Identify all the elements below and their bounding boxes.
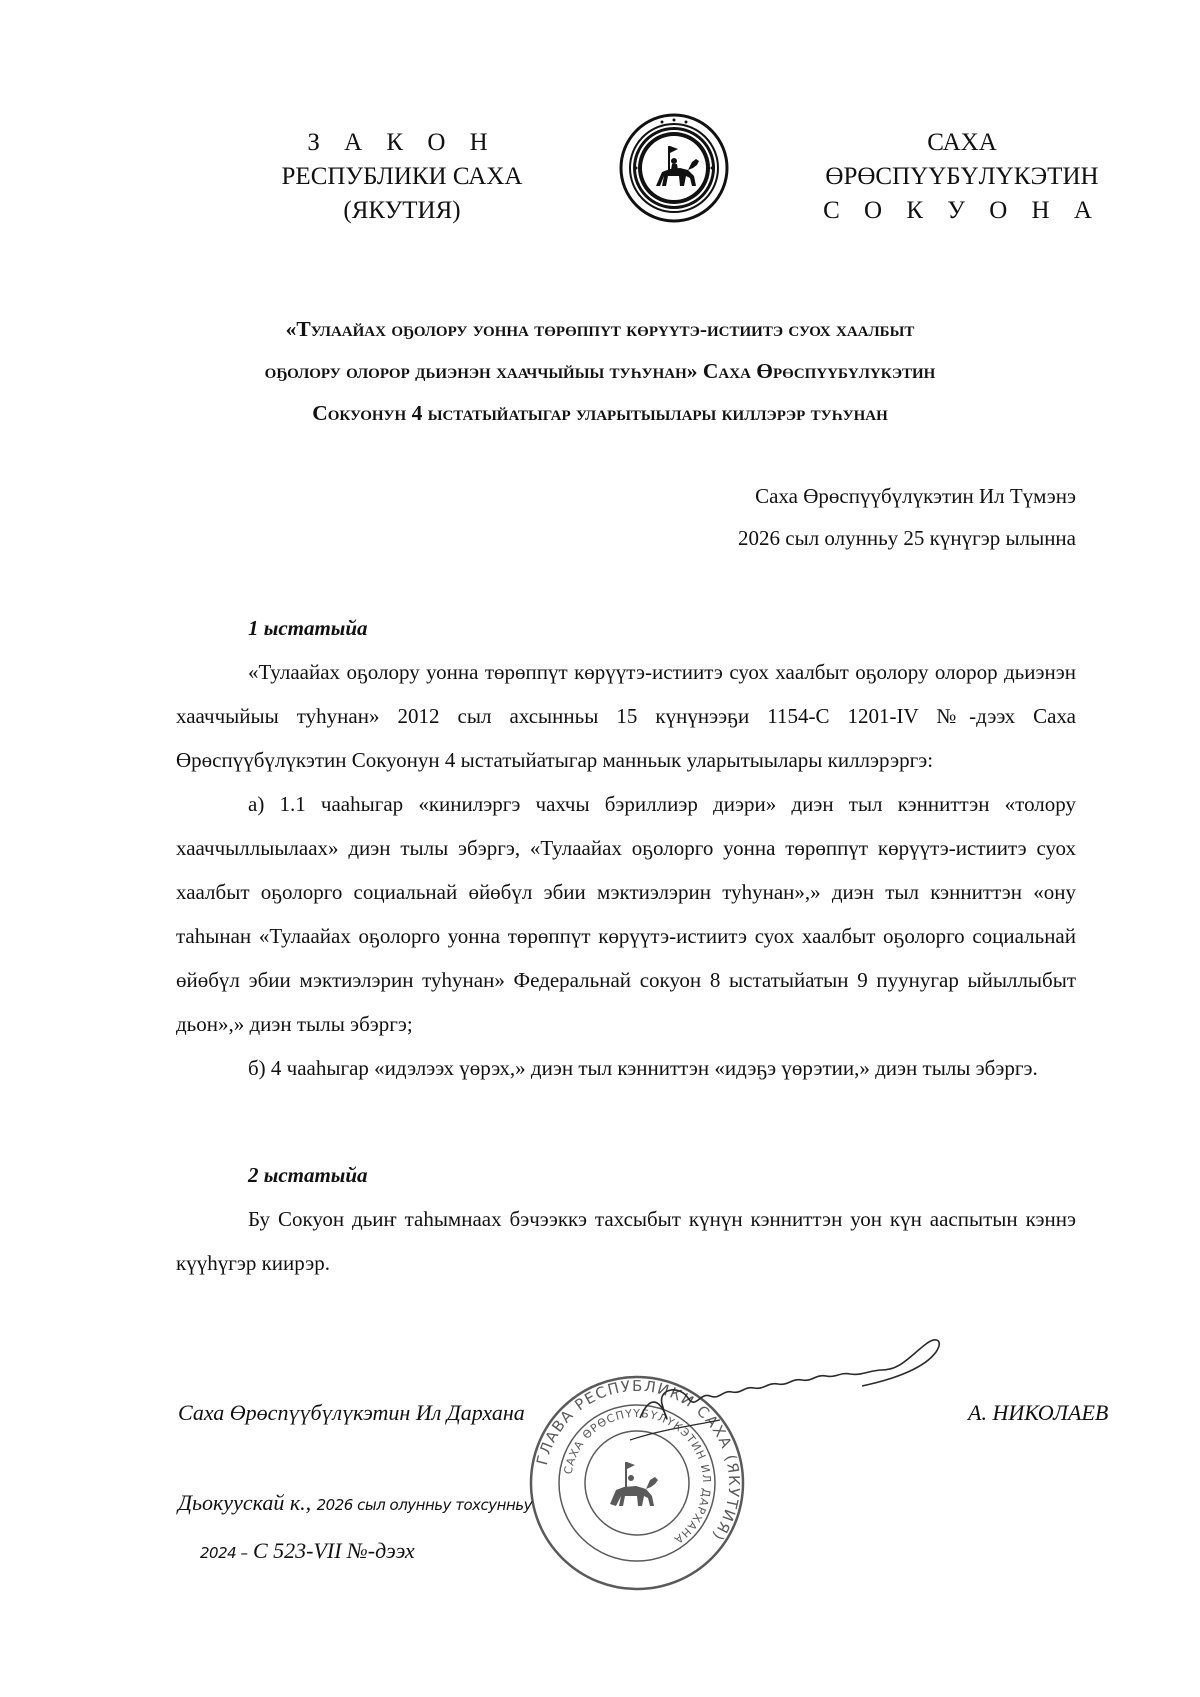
article-1	[176, 606, 1076, 1090]
handwritten-signature	[600, 1330, 960, 1470]
header-left	[222, 126, 582, 228]
coat-of-arms-emblem	[618, 112, 730, 224]
article-1-item-a: а) 1.1 чааһыгар «кинилэргэ чахчы бэриллиэр диэри» диэн тыл кэнниттэн «толору хааччыллыылаах» диэн тылы эбэргэ, «Тулаайах оҕолорго уонна төрөппүт көрүүтэ-истиитэ суох хаалбыт оҕолорго социальнай өйөбүл эбии мэктиэлэрин туһунан»,» диэн тыл кэнниттэн «ону таһынан «Тулаайах оҕолорго уонна төрөппүт көрүүтэ-истиитэ суох хаалбыт оҕолорго социальнай өйөбүл эбии мэктиэлэрин туһунан» Федеральнай сокуон 8 ыстатыйатын 9 пуунугар ыйыллыбыт дьон»,» диэн тылы эбэргэ;	[176, 792, 1076, 1036]
law-title-line: «Тулаайах оҕолору уонна төрөппүт көрүүтэ-истиитэ суох хаалбыт	[285, 317, 915, 341]
article-1-item-b: б) 4 чааһыгар «идэлээх үөрэх,» диэн тыл кэнниттэн «идэҕэ үөрэтии,» диэн тылы эбэргэ.	[248, 1056, 1038, 1080]
adoption-date: 2026 сыл олунньу 25 күнүгэр ылынна	[738, 526, 1076, 550]
header-right	[788, 126, 1136, 228]
header-left-subtitle: РЕСПУБЛИКИ САХА (ЯКУТИЯ)	[281, 163, 523, 224]
place-label: Дьокуускай к.,	[178, 1490, 312, 1515]
seal-inner-text: САХА ӨРӨСПҮҮБҮЛҮКЭТИН ИЛ ДАРХАНА	[561, 1406, 714, 1547]
law-title	[150, 308, 1050, 434]
article-1-intro: «Тулаайах оҕолору уонна төрөппүт көрүүтэ-истиитэ суох хаалбыт оҕолору олорор дьиэнэн хааччыйыы туһунан» 2012 сыл ахсынньы 15 күнүнээҕи 1154-С 1201-IV №-дээх Саха Өрөспүүбүлүкэтин Сокуонун 4 ыстатыйатыгар манньык уларытыылары киллэрэргэ:	[176, 660, 1076, 772]
place-and-date	[178, 1490, 532, 1516]
header-left-title: З А К О Н	[307, 129, 497, 156]
adopting-body: Саха Өрөспүүбүлүкэтин Ил Түмэнэ	[755, 484, 1076, 508]
seal-outer-text: ГЛАВА РЕСПУБЛИКИ САХА (ЯКУТИЯ)	[532, 1376, 744, 1545]
article-2-heading: 2 ыстатыйа	[248, 1163, 368, 1187]
article-2	[176, 1153, 1076, 1285]
signatory-position: Саха Өрөспүүбүлүкэтин Ил Дархана	[178, 1400, 525, 1425]
signatory-name: А. НИКОЛАЕВ	[968, 1400, 1109, 1425]
article-2-text: Бу Сокуон дьиҥ таһымнаах бэчээккэ тахсыбыт күнүн кэнниттэн уон күн ааспытын кэннэ күүһүгэр киирэр.	[176, 1207, 1076, 1275]
header-right-subtitle: С О К У О Н А	[823, 197, 1101, 224]
header-right-title: САХА ӨРӨСПҮҮБҮЛҮКЭТИН	[825, 129, 1099, 190]
law-title-line: оҕолору олорор дьиэнэн хааччыйыы туһунан» Саха Өрөспүүбүлүкэтин	[264, 359, 936, 383]
law-number	[200, 1538, 415, 1564]
registration-number: С 523-VII №-дээх	[252, 1538, 415, 1563]
handwritten-date: 2026 сыл олунньу тохсунньу	[316, 1496, 533, 1514]
law-title-line: Сокуонун 4 ыстатыйатыгар уларытыылары киллэрэр туһунан	[312, 401, 888, 425]
article-1-heading: 1 ыстатыйа	[248, 616, 368, 640]
handwritten-number: 2024 –	[200, 1544, 248, 1562]
adoption-block	[738, 475, 1076, 559]
